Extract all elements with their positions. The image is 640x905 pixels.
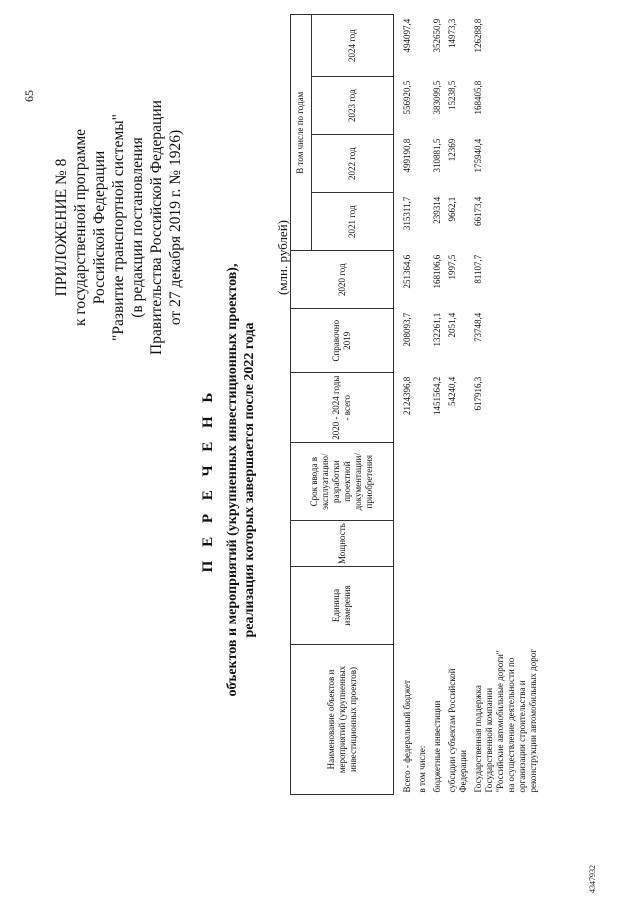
table-row (430, 15, 445, 795)
cell-2022: 499190,8 (402, 138, 412, 173)
cell-2022: 12369 (447, 138, 457, 162)
cell-total: 617916,3 (473, 376, 483, 411)
cell-2020: 168106,6 (432, 254, 442, 289)
cell-ref-2019 (415, 309, 430, 373)
header-2023: 2023 год (311, 77, 393, 135)
cell-2024 (415, 15, 430, 77)
header-2024: 2024 год (311, 15, 393, 77)
cell-2021: 315311,7 (402, 196, 412, 231)
row-name: Всего - федеральный бюджет (402, 680, 412, 793)
header-ref-2019: Справочно 2019 (291, 309, 394, 373)
document-id: 4347932 (588, 865, 597, 893)
header-2020: 2020 год (291, 251, 394, 309)
annex-line: к государственной программе (72, 128, 89, 327)
cell-2021 (415, 193, 430, 251)
table-row (471, 15, 541, 795)
cell-2023: 15238,5 (447, 80, 457, 110)
cell-2021: 66173,4 (473, 196, 483, 226)
cell-2020 (415, 251, 430, 309)
cell-2024: 126288,8 (473, 18, 483, 53)
row-name: субсидии субъектам Российской Федерации (447, 668, 468, 793)
cell-2023 (415, 77, 430, 135)
annex-line: "Развитие транспортной системы" (110, 114, 127, 341)
cell-2020: 251364,6 (402, 254, 412, 289)
cell-ref-2019: 132261,1 (432, 312, 442, 347)
unit-note: (млн. рублей) (275, 220, 290, 295)
cell-2020: 81107,7 (473, 254, 483, 284)
cell-2023: 383099,5 (432, 80, 442, 115)
cell-2021: 239314 (432, 196, 442, 224)
header-capacity: Мощность (291, 521, 394, 567)
header-unit: Единица измерения (291, 567, 394, 645)
cell-2022 (415, 135, 430, 193)
document-subtitle (224, 210, 258, 750)
projects-table (290, 14, 541, 795)
cell-2023: 168405,8 (473, 80, 483, 115)
header-total: 2020 - 2024 годы - всего (291, 373, 394, 443)
subtitle-line-2: реализация которых завершается после 2022 года (242, 322, 257, 638)
annex-line: Российской Федерации (91, 150, 108, 305)
cell-total: 1451564,2 (432, 376, 442, 415)
annex-header (52, 0, 185, 455)
annex-line: ПРИЛОЖЕНИЕ № 8 (53, 158, 70, 297)
cell-total: 2124396,8 (402, 376, 412, 415)
cell-2021: 9662,1 (447, 196, 457, 222)
annex-line: (в редакции постановления (129, 137, 146, 318)
annex-line: Правительства Российской Федерации (148, 100, 165, 355)
cell-2022: 310881,5 (432, 138, 442, 173)
cell-total (415, 373, 430, 443)
cell-total: 54240,4 (447, 376, 457, 406)
page-number: 65 (22, 90, 36, 102)
header-2021: 2021 год (311, 193, 393, 251)
table-row (445, 15, 471, 795)
table-row (400, 15, 415, 795)
cell-2024: 14973,3 (447, 18, 457, 48)
row-name: бюджетные инвестиции (432, 700, 442, 793)
annex-line: от 27 декабря 2019 г. № 1926) (167, 129, 184, 326)
subtitle-line-1: объектов и мероприятий (укрупненных инвестиционных проектов), (225, 263, 240, 697)
cell-2023: 556920,5 (402, 80, 412, 115)
header-2022: 2022 год (311, 135, 393, 193)
row-name: в том числе: (417, 745, 427, 793)
cell-2024: 494097,4 (402, 18, 412, 53)
cell-ref-2019: 73748,4 (473, 312, 483, 342)
header-deadline: Срок ввода в эксплуатацию/ разработки проектной документации/ приобретения (291, 443, 394, 521)
cell-2020: 1997,5 (447, 254, 457, 280)
table-row (415, 15, 430, 795)
cell-2022: 175940,4 (473, 138, 483, 173)
row-name: Государственная поддержка Государственной компании "Российские автомобильные дороги" на осуществление деятельности по организации строительства и реконструкции автомобильных дорог (473, 649, 538, 793)
document-title: П Е Р Е Ч Е Н Ь (200, 387, 216, 573)
cell-ref-2019: 208093,7 (402, 312, 412, 347)
header-by-year: В том числе по годам (291, 15, 312, 251)
header-name: Наименование объектов и мероприятий (укрупненных инвестиционных проектов) (291, 645, 394, 795)
cell-2024: 352650,9 (432, 18, 442, 53)
cell-ref-2019: 2051,4 (447, 312, 457, 338)
